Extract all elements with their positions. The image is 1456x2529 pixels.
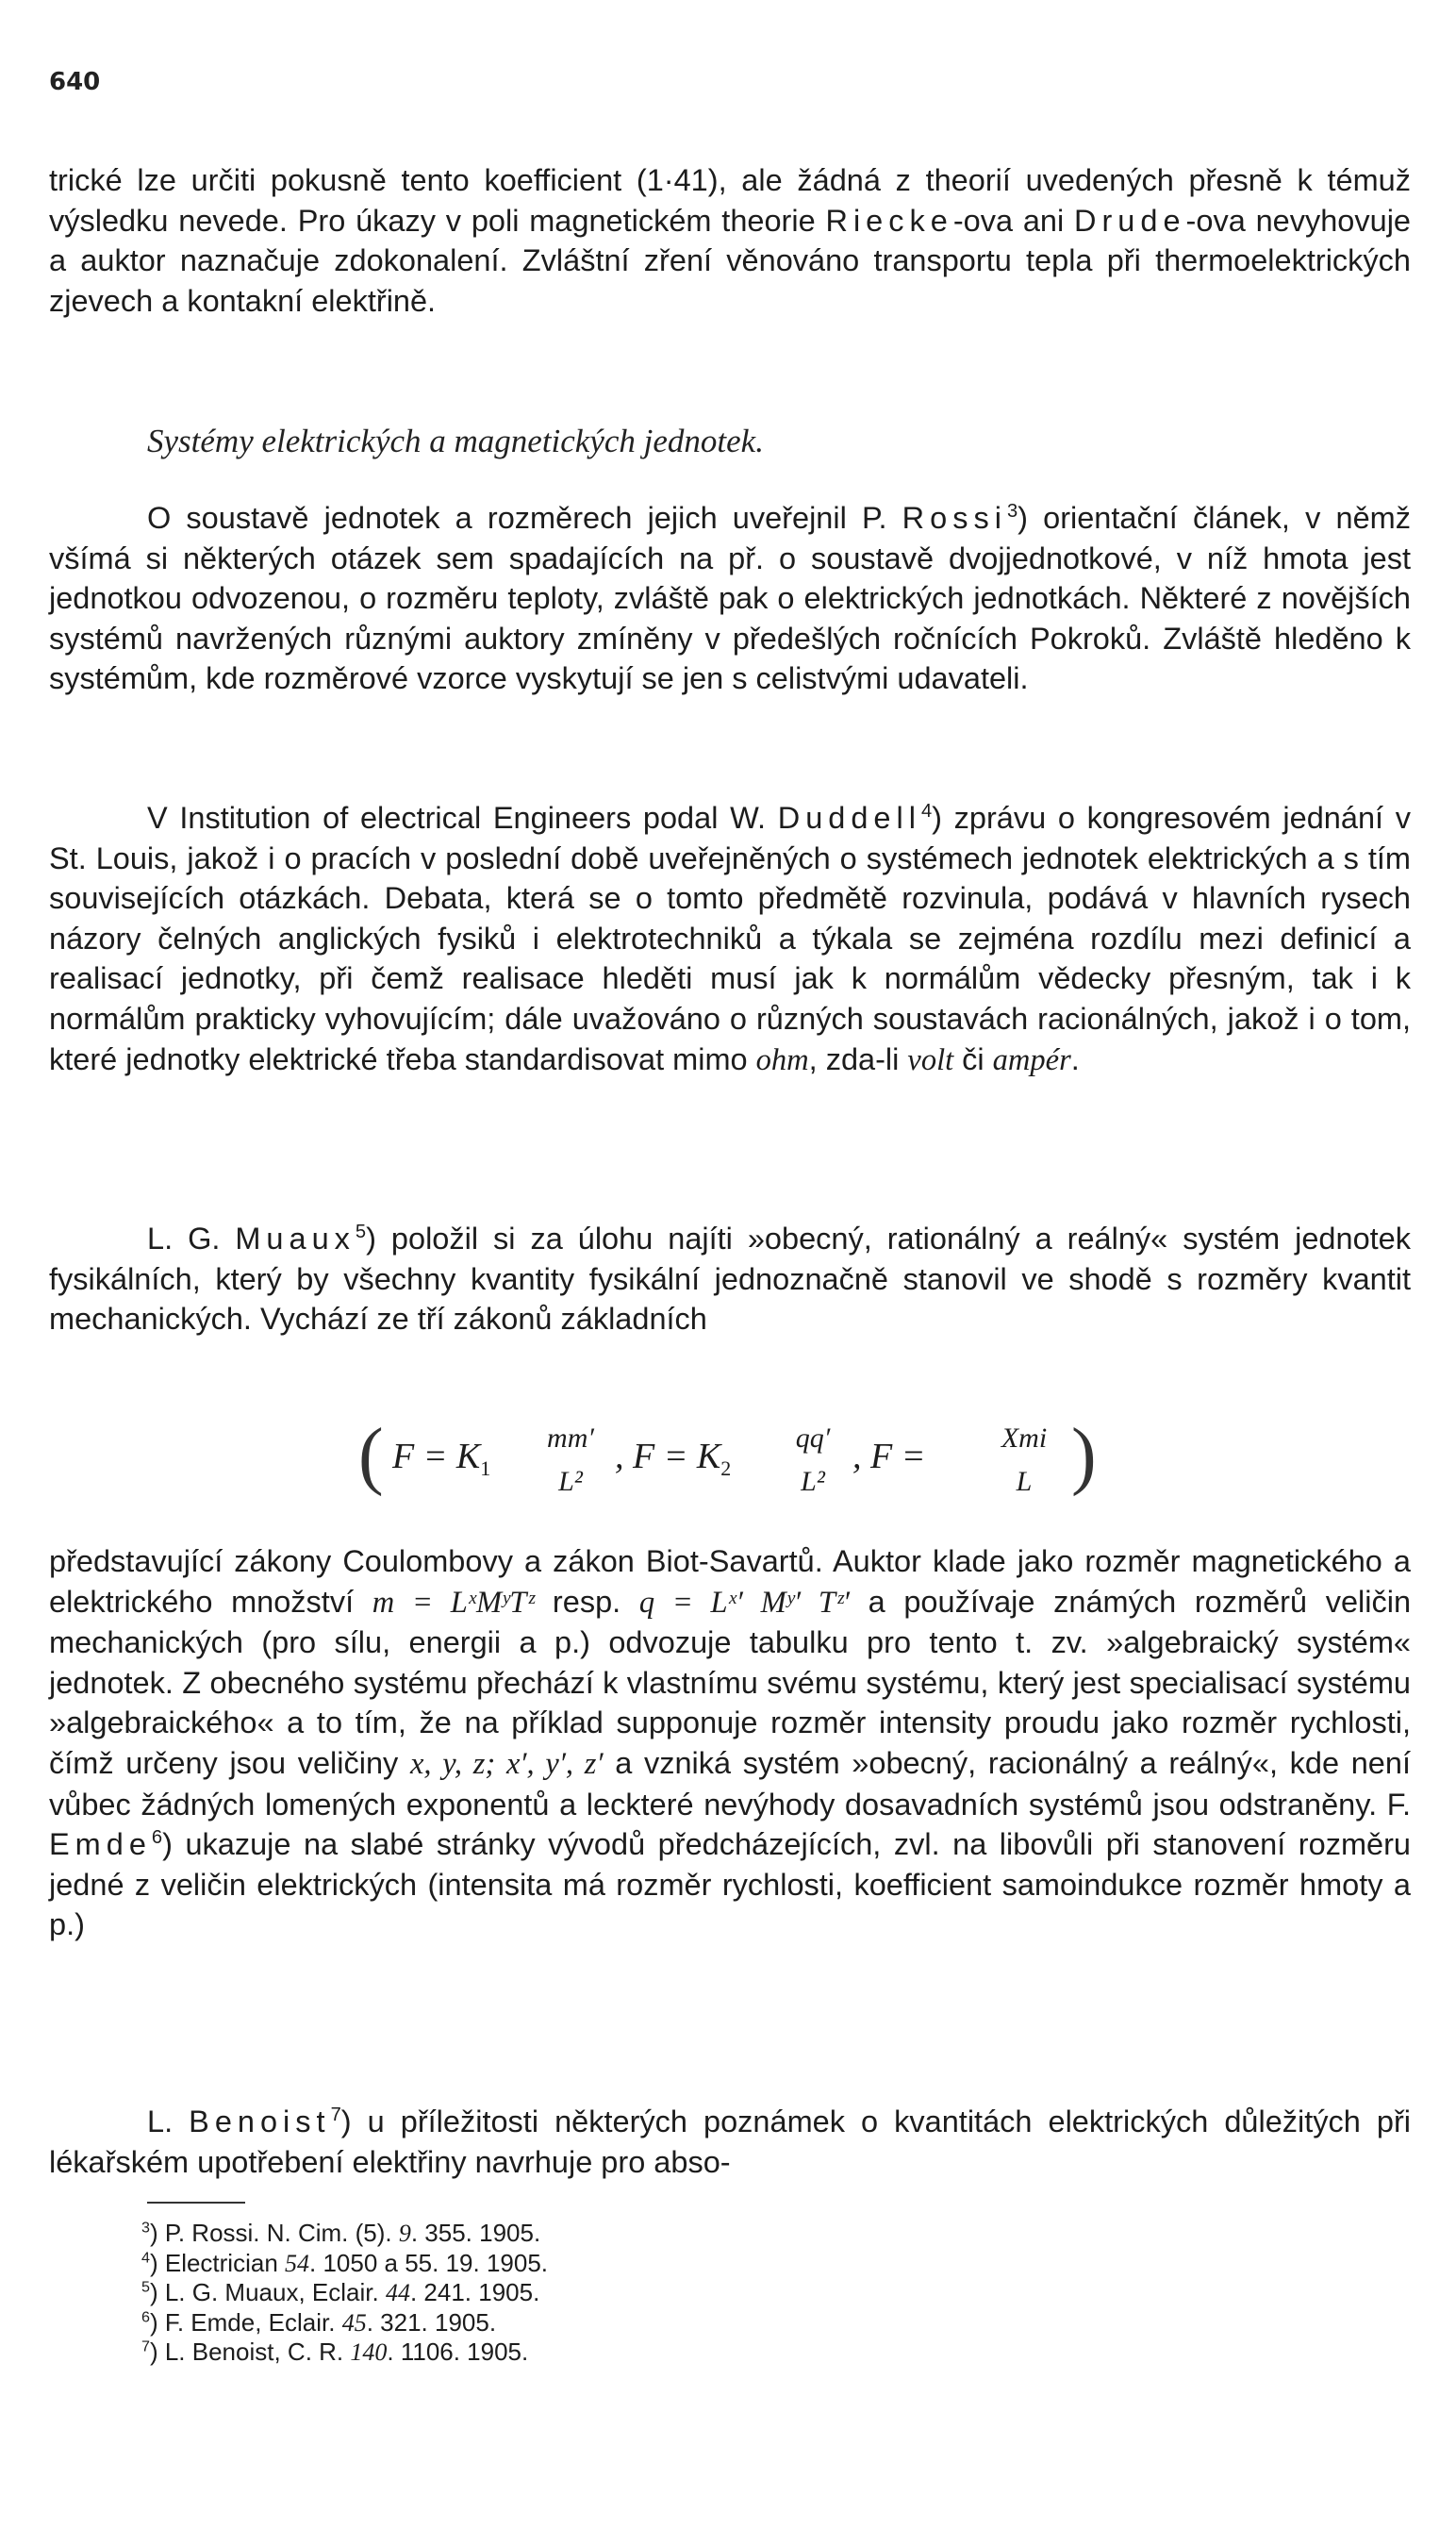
unit-amper: ampér xyxy=(992,1042,1071,1077)
p5-text-b: resp. xyxy=(534,1584,639,1619)
q-dimension-formula: q = Lˣ′ Mʸ′ Tᶻ′ xyxy=(638,1585,850,1620)
coulomb-biot-savart-formula xyxy=(358,1414,1132,1513)
paragraph-3 xyxy=(49,798,1411,1080)
p1-text-b: -ova ani xyxy=(952,203,1075,238)
footnote-ref-6: 6 xyxy=(151,1827,163,1849)
footnote-7: $^7$) L. Benoist, C. R. 140. 1106. 1905. xyxy=(141,2338,529,2366)
formula-fraction-1: mm′ L² xyxy=(547,1423,594,1497)
p4-text-b: ) položil si za úlohu najíti »obecný, rationálný a reálný« systém jednotek fysikálních, který by všechny kvantity fysikální jednoznačně stanovil ve shodě s rozměry kvantit mechanických. Vychází ze tří zákonů základních xyxy=(49,1222,1411,1337)
section-heading: Systémy elektrických a magnetických jednotek. xyxy=(147,423,764,459)
paragraph-2 xyxy=(49,498,1411,699)
formula-fraction-2: qq′ L² xyxy=(795,1423,831,1497)
formula-fraction-3: Xmi L xyxy=(1001,1423,1048,1497)
formula-part-2: , $F = K_2$ xyxy=(615,1437,732,1480)
p3-text-d: či xyxy=(953,1041,993,1076)
m-dimension-formula: m = LˣMʸTᶻ xyxy=(372,1585,535,1620)
p5-text-c: a používaje známých rozměrů veličin mechanických (pro sílu, energii a p.) odvozuje tabulku pro tento t. zv. »algebraický systém« jednotek. Z obecného systému přechází k vlastnímu svému systému, který jest specialisací systému »algebraického« a to tím, že na příklad supponuje rozměr intensity proudu jako rozměr rychlosti, čímž určeny jsou veličiny xyxy=(49,1584,1412,1780)
formula-part-1: $F = K_1$ xyxy=(392,1437,491,1480)
footnote-4: $^4$) Electrician 54. 1050 a 55. 19. 1905. xyxy=(141,2248,549,2277)
paragraph-4 xyxy=(49,1219,1411,1339)
p3-text-c: , zda-li xyxy=(808,1041,908,1076)
p1-text-c: -ova nevyhovuje a auktor naznačuje zdokonalení. Zvláštní zření věnováno transportu tepla při thermoelektrických zjevech a kontakní elektřině. xyxy=(49,203,1411,318)
footnote-ref-3: 3 xyxy=(1006,501,1018,523)
formula-close-paren: ) xyxy=(1071,1414,1097,1497)
p3-text-e: . xyxy=(1070,1041,1080,1076)
p5-text-d: a vzniká systém »obecný, racionálný a reálný«, kde není vůbec žádných lomených exponentů a leckteré nevýhody dosavadních systémů jsou odstraněny. F. xyxy=(49,1745,1411,1822)
p4-text-a: L. G. xyxy=(147,1222,236,1256)
p2-text-b: ) orientační článek, v němž všímá si některých otázek sem spadajících na př. o soustavě dvojjednotkové, v níž hmota jest jednotkou odvozenou, o rozměru teploty, zvláště pak o elektrických jednotkách. Některé z novějších systémů navržených různými auktory zmíněny v předešlých ročnících Pokroků. Zvláště hleděno k systémům, kde rozměrové vzorce vyskytují se jen s celistvými udavateli. xyxy=(49,501,1411,696)
p6-text-b: ) u příležitosti některých poznámek o kvantitách elektrických důležitých při lékařském upotřebení elektřiny navrhuje pro abso- xyxy=(49,2105,1411,2179)
page-number: 640 xyxy=(49,68,101,96)
formula-part-3: , F = xyxy=(852,1437,926,1476)
author-duddell: Duddell xyxy=(777,801,921,835)
p5-text-e: ) ukazuje na slabé stránky vývodů předcházejících, zvl. na libovůli při stanovení rozměru jedné z veličin elektrických (intensita má rozměr rychlosti, koefficient samoindukce rozměr hmoty a p.) xyxy=(49,1827,1411,1942)
unit-ohm: ohm xyxy=(755,1042,809,1077)
footnote-divider xyxy=(147,2202,245,2204)
p6-text-a: L. xyxy=(147,2105,190,2138)
paragraph-1 xyxy=(49,160,1411,321)
author-emde: Emde xyxy=(49,1827,152,1862)
p1-text-a: trické lze určiti pokusně tento koefficient (1·41), ale žádná z theorií uvedených přesně k témuž výsledku nevede. Pro úkazy v poli magnetickém theorie xyxy=(49,163,1411,238)
p5-text-a: představující zákony Coulombovy a zákon Biot-Savartů. Auktor klade jako rozměr magnetického a elektrického množství xyxy=(49,1544,1411,1619)
footnote-3: $^3$) P. Rossi. N. Cim. (5). 9. 355. 1905. xyxy=(141,2219,541,2247)
p2-text-a: O soustavě jednotek a rozměrech jejich uveřejnil P. xyxy=(147,501,902,535)
p3-text-b: ) zprávu o kongresovém jednání v St. Louis, jakož i o pracích v poslední době uveřejněných o systémech jednotek elektrických a s tím souvisejících otázkách. Debata, která se o tomto předmětě rozvinula, podává v hlavních rysech názory čelných anglických fysiků i elektrotechniků a týkala se zejména rozdílu mezi definicí a realisací jednotky, při čemž realisace hleděti musí jak k normálům vědecky přesným, tak i k normálům prakticky vyhovujícím; dále uvažováno o různých soustavách racionálných, jakož i o tom, které jednotky elektrické třeba standardisovat mimo xyxy=(49,801,1411,1076)
footnote-ref-4: 4 xyxy=(920,801,933,823)
footnote-6: $^6$) F. Emde, Eclair. 45. 321. 1905. xyxy=(141,2307,497,2337)
author-muaux: Muaux xyxy=(235,1222,356,1256)
xyz-variables: x, y, z; x′, y′, z′ xyxy=(409,1746,604,1781)
unit-volt: volt xyxy=(907,1042,954,1077)
author-benoist: Benoist xyxy=(189,2105,331,2138)
p3-text-a: V Institution of electrical Engineers podal W. xyxy=(147,801,778,835)
author-rossi: Rossi xyxy=(902,501,1007,535)
footnote-5: $^5$) L. G. Muaux, Eclair. 44. 241. 1905. xyxy=(141,2278,540,2306)
author-drude: Drude xyxy=(1074,203,1186,238)
paragraph-6 xyxy=(49,2102,1411,2182)
formula-open-paren: ( xyxy=(358,1414,384,1497)
author-riecke: Riecke xyxy=(825,203,953,238)
footnote-ref-7: 7 xyxy=(330,2105,341,2126)
footnotes xyxy=(141,2219,990,2368)
footnote-ref-5: 5 xyxy=(355,1222,367,1243)
paragraph-5 xyxy=(49,1541,1411,1945)
